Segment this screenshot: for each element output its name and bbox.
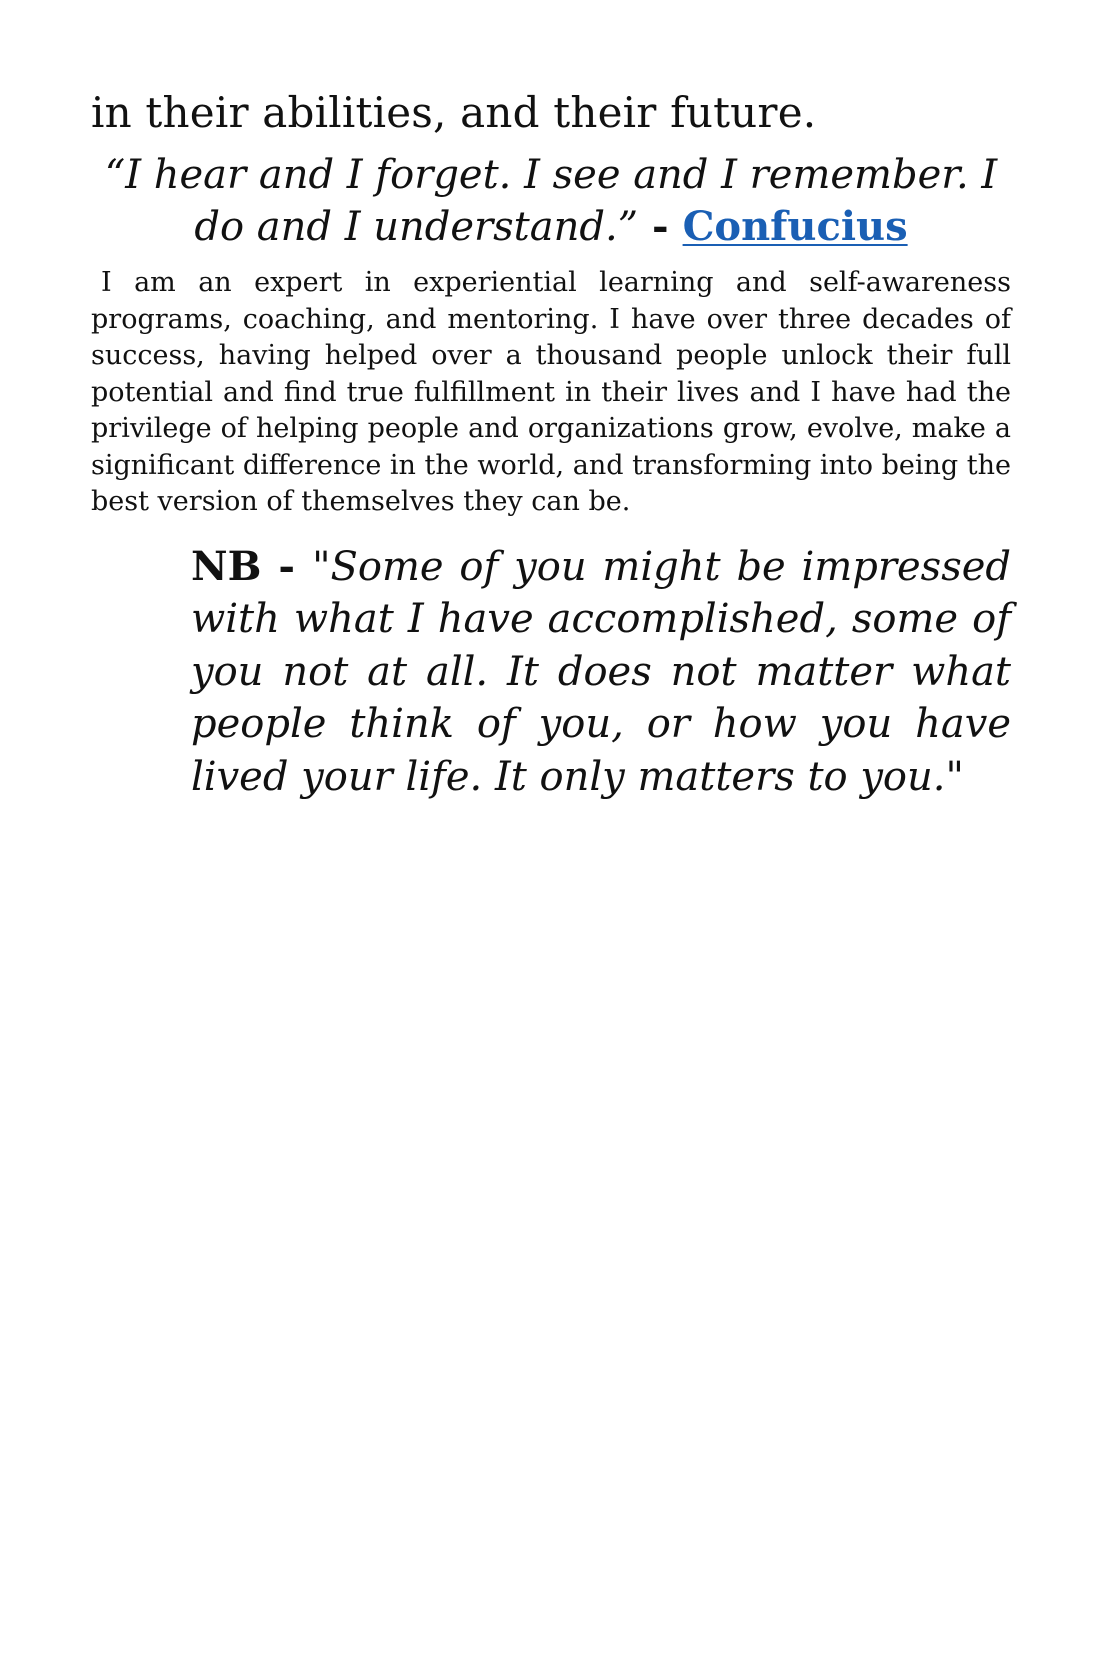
nb-quote-text: "Some of you might be impressed with what I have accomplished, some of you not at all. It does not matter what people think of you, or how you have lived your life. It only matters to you."	[191, 543, 1012, 800]
lead-line: in their abilities, and their future.	[91, 88, 817, 137]
confucius-quote	[91, 149, 1011, 253]
bio-paragraph	[91, 265, 1011, 521]
quote-dash: -	[638, 203, 683, 250]
confucius-link[interactable]: Confucius	[682, 203, 908, 250]
nb-label: NB -	[191, 542, 313, 590]
bio-text: I am an expert in experiential learning and self-awareness programs, coaching, and mentoring. I have over three decades of success, having helped over a thousand people unlock their full potential and find true fulfillment in their lives and I have had the privilege of helping people and organizations grow, evolve, make a significant difference in the world, and transforming into being the best version of themselves they can be.	[91, 267, 1011, 517]
quote-text: “I hear and I forget. I see and I remember. I do and I understand.”	[104, 152, 998, 250]
nb-quote-block	[191, 541, 1011, 804]
document-page	[91, 0, 1011, 803]
